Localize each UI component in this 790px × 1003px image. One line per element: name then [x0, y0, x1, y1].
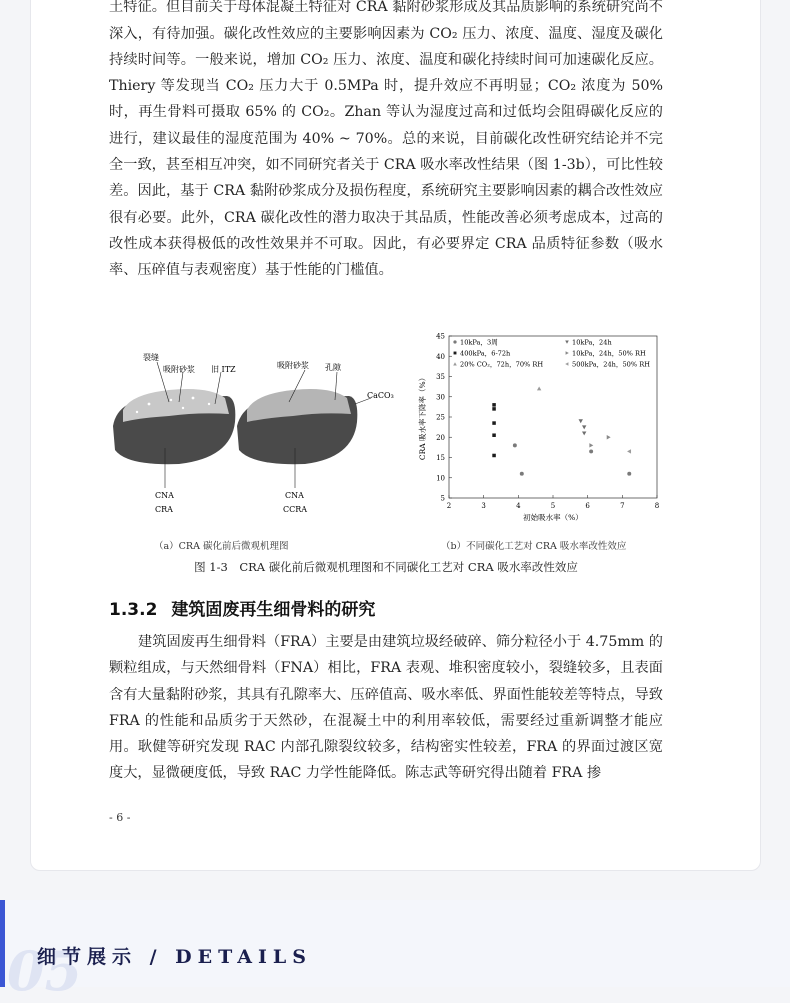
legend-marker [453, 362, 457, 365]
legend-marker [566, 351, 569, 355]
y-tick-label: 40 [436, 352, 445, 361]
legend-label: 10kPa，3周 [460, 338, 498, 347]
x-tick-label: 2 [446, 502, 452, 510]
figure-caption: 图 1-3 CRA 碳化前后微观机理图和不同碳化工艺对 CRA 吸水率改性效应 [194, 560, 578, 574]
details-title: 细节展示 / DETAILS [37, 946, 312, 968]
section-number: 1.3.2 [109, 600, 158, 620]
caption-b: （b）不同碳化工艺对 CRA 吸水率改性效应 [441, 541, 627, 552]
y-axis-label: CRA 吸水率下降率（%） [418, 373, 427, 461]
legend-marker [454, 352, 457, 355]
data-point [582, 425, 586, 429]
legend-label: 20% CO₂，72h，70% RH [460, 360, 544, 369]
x-tick-label: 6 [585, 502, 590, 510]
data-point [492, 403, 496, 407]
document-page [30, 0, 761, 871]
label-adhered-mortar-b: 吸附砂浆 [277, 361, 309, 370]
label-cra: CRA [155, 505, 173, 514]
legend-marker [453, 340, 456, 343]
data-point [589, 443, 593, 447]
legend-label: 400kPa，6-72h [460, 349, 511, 358]
water-absorption-chart [409, 326, 663, 526]
y-tick-label: 15 [436, 454, 445, 462]
y-tick-label: 25 [436, 413, 445, 422]
x-tick-label: 8 [654, 502, 660, 510]
legend-label: 10kPa，24h [572, 338, 612, 347]
label-adhered-mortar-a: 吸附砂浆 [163, 365, 195, 374]
data-point [492, 433, 496, 437]
y-tick-label: 20 [436, 433, 445, 442]
label-old-itz: 旧 ITZ [211, 365, 236, 374]
section-heading [109, 595, 375, 620]
cra-particle [113, 362, 235, 488]
x-tick-label: 3 [481, 502, 486, 510]
label-crack: 裂缝 [143, 353, 159, 362]
data-point [607, 435, 611, 439]
data-point [627, 449, 631, 453]
legend-marker [565, 362, 568, 366]
legend-label: 10kPa，24h，50% RH [572, 349, 646, 358]
paragraph-carbonation: 土特征。但目前关于母体混凝土特征对 CRA 黏附砂浆形成及其品质影响的系统研究尚不深入，有待加强。碳化改性效应的主要影响因素为 CO₂ 压力、浓度、温度、湿度及碳化持续时间等。一般来说，增加 CO₂ 压力、浓度、温度和碳化持续时间可加速碳化反应。Thiery 等发现当 CO₂ 压力大于 0.5MPa 时，提升效应不再明显；CO₂ 浓度为 50% 时，再生骨料可摄取 65% 的 CO₂。Zhan 等认为湿度过高和过低均会阻碍碳化反应的进行，建议最佳的湿度范围为 40% ~ 70%。总的来说，目前碳化改性研究结论并不完全一致，甚至相互冲突，如不同研究者关于 CRA 吸水率改性结果（图 1-3b），可比性较差。因此，基于 CRA 黏附砂浆成分及损伤程度，系统研究主要影响因素的耦合改性效应很有必要。此外，CRA 碳化改性的潜力取决于其品质，性能改善必须考虑成本，过高的改性成本获得极低的改性效果并不可取。因此，有必要界定 CRA 品质特征参数（吸水率、压碎值与表观密度）基于性能的门槛值。 [109, 0, 663, 279]
caption-a: （a）CRA 碳化前后微观机理图 [154, 541, 289, 552]
data-point [513, 443, 517, 447]
data-point [582, 431, 586, 435]
legend-label: 500kPa，24h，50% RH [572, 360, 650, 369]
y-tick-label: 30 [436, 393, 445, 402]
data-point [520, 472, 524, 476]
y-tick-label: 10 [436, 474, 445, 483]
data-point [589, 449, 593, 453]
data-point [579, 419, 583, 423]
label-ccra: CCRA [283, 505, 308, 514]
paragraph-fra: 建筑固废再生细骨料（FRA）主要是由建筑垃圾经破碎、筛分粒径小于 4.75mm 的颗粒组成，与天然细骨料（FNA）相比，FRA 表观、堆积密度较小，裂缝较多，且表面含有大量黏附砂浆，其具有孔隙率大、压碎值高、吸水率低、界面性能较差等特点，导致 FRA 的性能和品质劣于天然砂，在混凝土中的利用率较低，需要经过重新调整才能应用。耿健等研究发现 RAC 内部孔隙裂纹较多，结构密实性较差，FRA 的界面过渡区宽度大，显微硬度低，导致 RAC 力学性能降低。陈志武等研究得出随着 FRA 掺 [109, 634, 663, 782]
ccra-particle [237, 370, 371, 488]
x-tick-label: 5 [550, 502, 556, 510]
data-point [537, 386, 541, 390]
data-point [627, 472, 631, 476]
x-tick-label: 4 [516, 502, 521, 510]
label-pore: 孔隙 [325, 363, 341, 372]
x-axis-label: 初始吸水率（%） [523, 513, 583, 522]
y-tick-label: 5 [440, 494, 445, 503]
page-number: - 6 - [109, 811, 131, 824]
legend-marker [565, 341, 569, 344]
data-point [492, 454, 496, 458]
label-cna-b: CNA [285, 491, 304, 500]
details-number: 05 [7, 939, 83, 1003]
details-banner [0, 900, 790, 1003]
label-cna-a: CNA [155, 491, 174, 500]
microstructure-diagram [109, 338, 409, 528]
x-tick-label: 7 [620, 502, 625, 510]
label-caco3: CaCO₃ [367, 391, 394, 400]
data-point [492, 421, 496, 425]
data-point [492, 407, 496, 411]
y-tick-label: 45 [436, 332, 445, 341]
section-title: 建筑固废再生细骨料的研究 [171, 600, 376, 620]
figure-1-3 [109, 326, 663, 581]
y-tick-label: 35 [436, 373, 445, 381]
